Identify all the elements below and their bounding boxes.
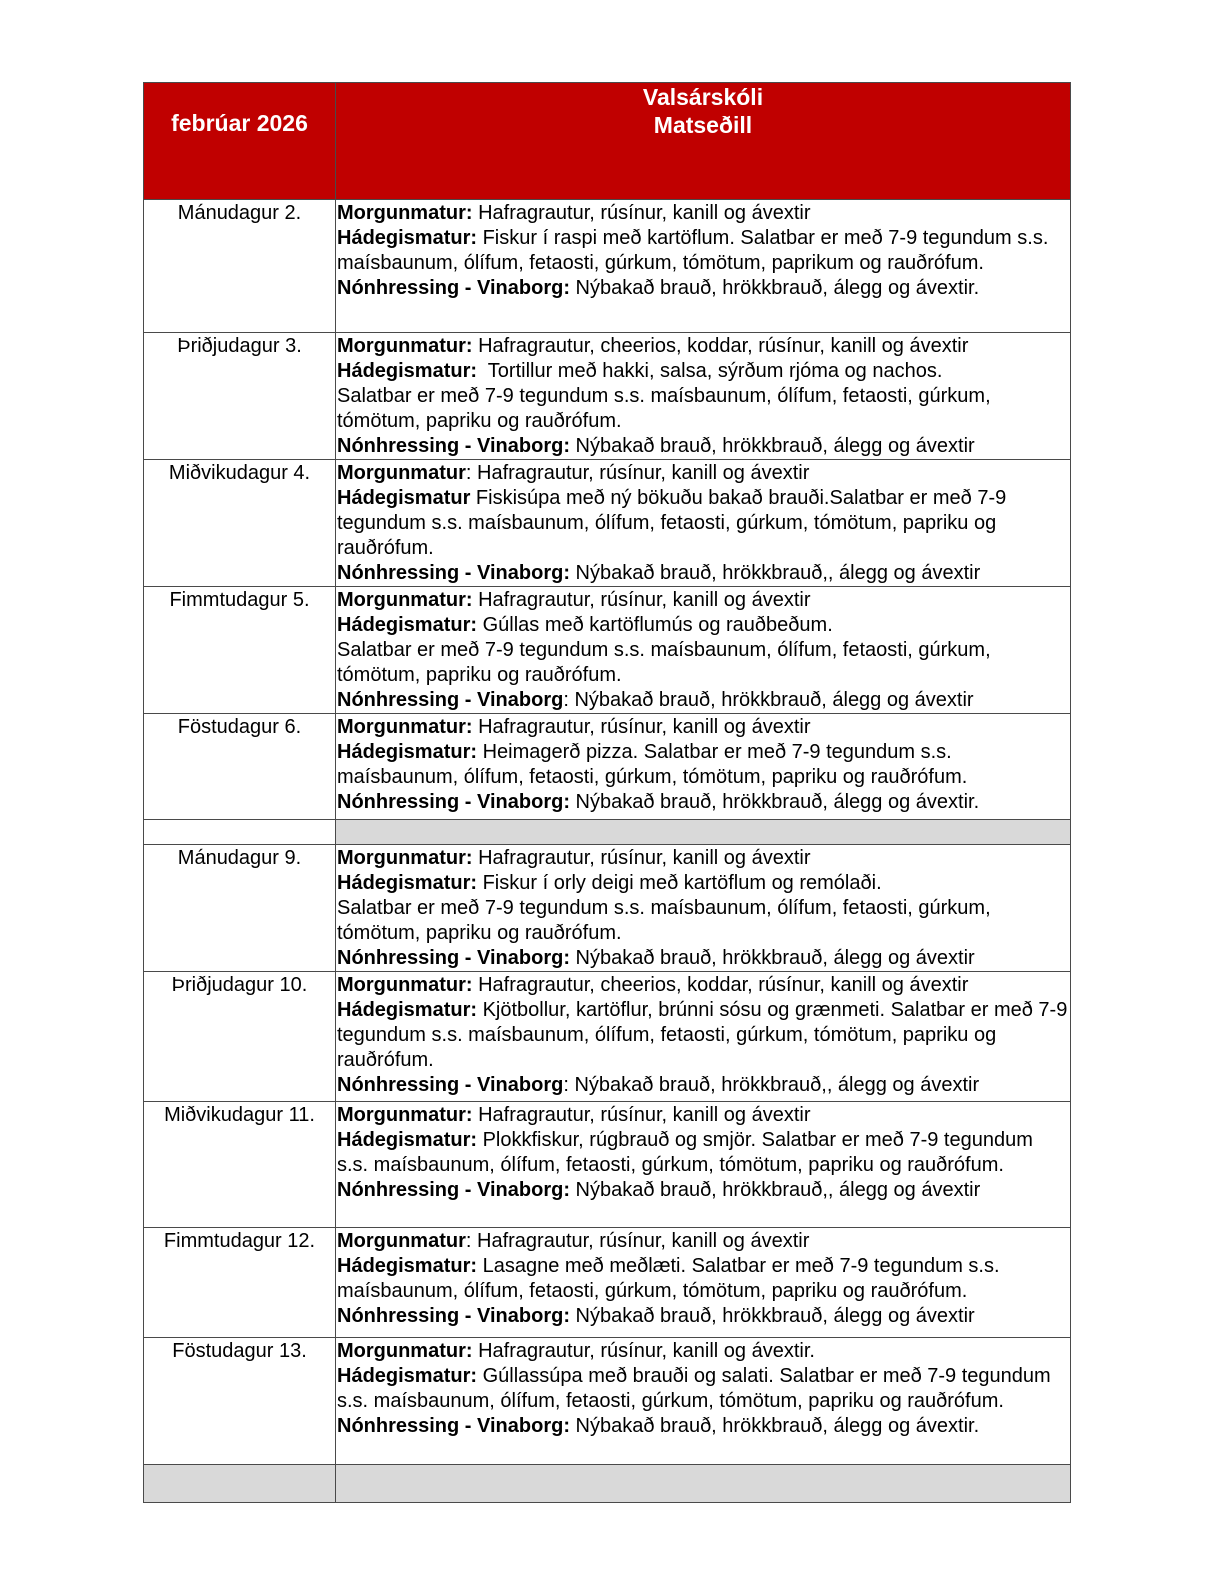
lunch-text: Fiskur í orly deigi með kartöflum og remólaði. [477, 872, 882, 894]
breakfast-text: Hafragrautur, cheerios, koddar, rúsínur, kanill og ávextir [472, 974, 969, 996]
table-row [144, 333, 1071, 460]
end-separator-right [336, 1465, 1071, 1503]
salad-bar-text: Salatbar er með 7-9 tegundum s.s. maísbaunum, ólífum, fetaosti, gúrkum, tómötum, papriku og rauðrófum. [337, 385, 991, 432]
lunch-label: Hádegismatur: [337, 999, 478, 1021]
day-menu [336, 460, 1071, 587]
breakfast-text: : Hafragrautur, rúsínur, kanill og ávextir [465, 462, 810, 484]
snack-label: Nónhressing - Vinaborg [337, 1074, 564, 1096]
lunch-text: Gúllassúpa með brauði og salati. Salatbar er með 7-9 tegundum s.s. maísbaunum, ólífum, fetaosti, gúrkum, tómötum, papriku og rauðrófum. [337, 1365, 1051, 1412]
breakfast-label: Morgunmatur [337, 462, 466, 484]
table-row [144, 1102, 1071, 1228]
day-menu [336, 200, 1071, 333]
breakfast-label: Morgunmatur: [337, 847, 473, 869]
day-menu [336, 1338, 1071, 1465]
breakfast-label: Morgunmatur: [337, 335, 473, 357]
lunch-text: Heimagerð pizza. Salatbar er með 7-9 tegundum s.s. maísbaunum, ólífum, fetaosti, gúrkum, tómötum, papriku og rauðrófum. [337, 741, 968, 788]
snack-label: Nónhressing - Vinaborg: [337, 435, 570, 457]
breakfast-text: Hafragrautur, rúsínur, kanill og ávextir. [472, 1340, 815, 1362]
lunch-text: Kjötbollur, kartöflur, brúnni sósu og grænmeti. Salatbar er með 7-9 tegundum s.s. maísbaunum, ólífum, fetaosti, gúrkum, tómötum, papriku og rauðrófum. [337, 999, 1068, 1071]
snack-label: Nónhressing - Vinaborg: [337, 947, 570, 969]
day-label: Miðvikudagur 11. [144, 1102, 336, 1228]
header-row [144, 83, 1071, 200]
lunch-label: Hádegismatur [337, 487, 471, 509]
day-label: Miðvikudagur 4. [144, 460, 336, 587]
day-menu [336, 1228, 1071, 1338]
week-separator-right [336, 820, 1071, 845]
lunch-label: Hádegismatur: [337, 1365, 478, 1387]
breakfast-text: Hafragrautur, rúsínur, kanill og ávextir [472, 847, 811, 869]
end-separator-left [144, 1465, 336, 1503]
school-name: Valsárskóli [642, 84, 764, 110]
day-label: Föstudagur 13. [144, 1338, 336, 1465]
breakfast-text: Hafragrautur, rúsínur, kanill og ávextir [472, 716, 811, 738]
snack-text: Nýbakað brauð, hrökkbrauð, álegg og ávextir [569, 435, 975, 457]
breakfast-label: Morgunmatur: [337, 1340, 473, 1362]
day-menu [336, 587, 1071, 714]
breakfast-label: Morgunmatur [337, 1230, 466, 1252]
lunch-label: Hádegismatur: [337, 614, 478, 636]
snack-text: Nýbakað brauð, hrökkbrauð, álegg og ávextir. [569, 1415, 980, 1437]
breakfast-text: Hafragrautur, rúsínur, kanill og ávextir [472, 589, 811, 611]
snack-text: Nýbakað brauð, hrökkbrauð,, álegg og ávextir [569, 1179, 981, 1201]
snack-label: Nónhressing - Vinaborg: [337, 791, 570, 813]
lunch-label: Hádegismatur: [337, 1129, 478, 1151]
table-row [144, 845, 1071, 972]
table-row [144, 460, 1071, 587]
day-menu [336, 845, 1071, 972]
breakfast-text: Hafragrautur, rúsínur, kanill og ávextir [472, 202, 811, 224]
day-label: Fimmtudagur 5. [144, 587, 336, 714]
snack-text: : Nýbakað brauð, hrökkbrauð, álegg og ávextir [563, 689, 974, 711]
end-separator-row [144, 1465, 1071, 1503]
snack-text: Nýbakað brauð, hrökkbrauð,, álegg og ávextir [569, 562, 981, 584]
breakfast-text: Hafragrautur, cheerios, koddar, rúsínur, kanill og ávextir [472, 335, 969, 357]
breakfast-text: : Hafragrautur, rúsínur, kanill og ávextir [465, 1230, 810, 1252]
lunch-text: Fiskur í raspi með kartöflum. Salatbar er með 7-9 tegundum s.s. maísbaunum, ólífum, fetaosti, gúrkum, tómötum, paprikum og rauðrófum. [337, 227, 1049, 274]
breakfast-label: Morgunmatur: [337, 974, 473, 996]
snack-label: Nónhressing - Vinaborg: [337, 562, 570, 584]
month-heading: febrúar 2026 [144, 83, 336, 200]
day-label: Fimmtudagur 12. [144, 1228, 336, 1338]
snack-text: Nýbakað brauð, hrökkbrauð, álegg og ávextir [569, 947, 975, 969]
snack-text: Nýbakað brauð, hrökkbrauð, álegg og ávextir. [569, 791, 980, 813]
lunch-text: Fiskisúpa með ný bökuðu bakað brauði.Salatbar er með 7-9 tegundum s.s. maísbaunum, ólífum, fetaosti, gúrkum, tómötum, papriku og rauðrófum. [337, 487, 1007, 559]
lunch-text: Lasagne með meðlæti. Salatbar er með 7-9 tegundum s.s. maísbaunum, ólífum, fetaosti, gúrkum, tómötum, papriku og rauðrófum. [337, 1255, 1000, 1302]
lunch-label: Hádegismatur: [337, 227, 478, 249]
snack-label: Nónhressing - Vinaborg: [337, 277, 570, 299]
lunch-menu-table [143, 82, 1071, 1503]
day-label: Þriðjudagur 10. [144, 972, 336, 1102]
lunch-text: Plokkfiskur, rúgbrauð og smjör. Salatbar er með 7-9 tegundum s.s. maísbaunum, ólífum, fetaosti, gúrkum, tómötum, papriku og rauðrófum. [337, 1129, 1033, 1176]
day-label: Þriðjudagur 3. [144, 333, 336, 460]
lunch-label: Hádegismatur: [337, 872, 478, 894]
lunch-label: Hádegismatur: [337, 360, 478, 382]
day-menu [336, 1102, 1071, 1228]
lunch-label: Hádegismatur: [337, 741, 478, 763]
table-row [144, 200, 1071, 333]
day-label: Mánudagur 9. [144, 845, 336, 972]
day-menu [336, 714, 1071, 820]
table-row [144, 1228, 1071, 1338]
table-row [144, 1338, 1071, 1465]
table-row [144, 587, 1071, 714]
breakfast-label: Morgunmatur: [337, 716, 473, 738]
day-menu [336, 972, 1071, 1102]
breakfast-label: Morgunmatur: [337, 1104, 473, 1126]
school-heading [336, 83, 1071, 200]
snack-text: : Nýbakað brauð, hrökkbrauð,, álegg og ávextir [563, 1074, 980, 1096]
salad-bar-text: Salatbar er með 7-9 tegundum s.s. maísbaunum, ólífum, fetaosti, gúrkum, tómötum, papriku og rauðrófum. [337, 897, 991, 944]
salad-bar-text: Salatbar er með 7-9 tegundum s.s. maísbaunum, ólífum, fetaosti, gúrkum, tómötum, papriku og rauðrófum. [337, 639, 991, 686]
week-separator-left [144, 820, 336, 845]
week-separator-row [144, 820, 1071, 845]
snack-label: Nónhressing - Vinaborg: [337, 1415, 570, 1437]
lunch-text: Tortillur með hakki, salsa, sýrðum rjóma og nachos. [477, 360, 943, 382]
breakfast-label: Morgunmatur: [337, 589, 473, 611]
snack-label: Nónhressing - Vinaborg [337, 689, 564, 711]
snack-text: Nýbakað brauð, hrökkbrauð, álegg og ávextir. [569, 277, 980, 299]
snack-label: Nónhressing - Vinaborg: [337, 1179, 570, 1201]
menu-title: Matseðill [653, 112, 753, 138]
day-menu [336, 333, 1071, 460]
lunch-label: Hádegismatur: [337, 1255, 478, 1277]
day-label: Mánudagur 2. [144, 200, 336, 333]
table-row [144, 972, 1071, 1102]
snack-text: Nýbakað brauð, hrökkbrauð, álegg og ávextir [569, 1305, 975, 1327]
day-label: Föstudagur 6. [144, 714, 336, 820]
lunch-text: Gúllas með kartöflumús og rauðbeðum. [477, 614, 833, 636]
breakfast-label: Morgunmatur: [337, 202, 473, 224]
breakfast-text: Hafragrautur, rúsínur, kanill og ávextir [472, 1104, 811, 1126]
snack-label: Nónhressing - Vinaborg: [337, 1305, 570, 1327]
table-row [144, 714, 1071, 820]
